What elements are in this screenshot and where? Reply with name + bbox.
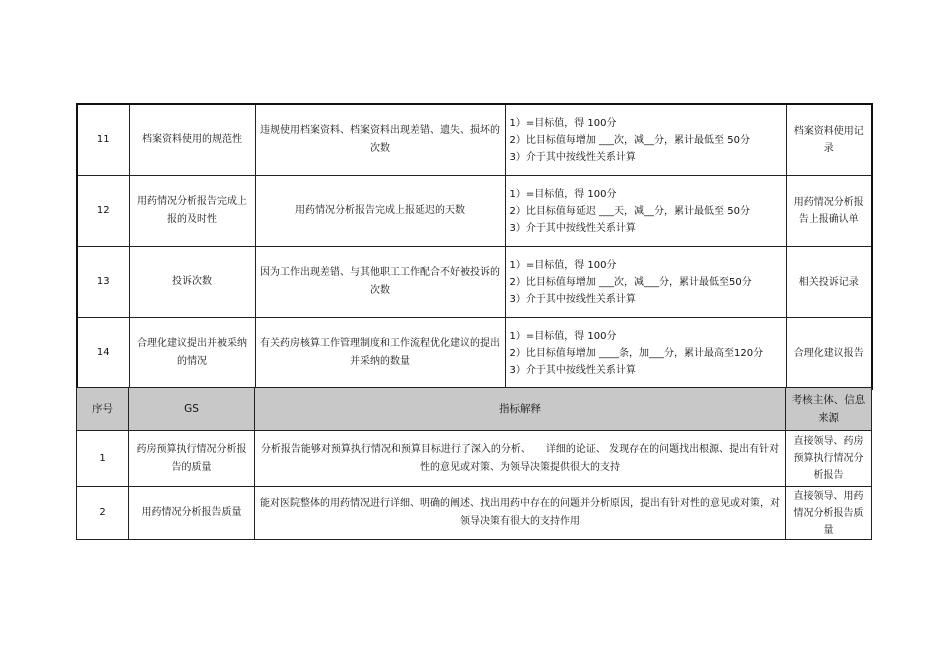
- row-name: 档案资料使用的规范性: [129, 104, 255, 176]
- table-row: [77, 104, 872, 176]
- row-desc: 违规使用档案资料、档案资料出现差错、遗失、损坏的次数: [255, 104, 505, 176]
- row-rules: [505, 176, 786, 247]
- row-num: 1: [77, 431, 129, 487]
- row-name: 用药情况分析报告完成上报的及时性: [129, 176, 255, 247]
- rule-line: 3）介于其中按线性关系计算: [509, 222, 636, 234]
- row-num: 13: [77, 247, 129, 318]
- row-desc: 能对医院整体的用药情况进行详细、明确的阐述、找出用药中存在的问题并分析原因，提出有针对性的意见或对策，对领导决策有很大的支持作用: [255, 487, 786, 540]
- table-row: [77, 176, 872, 247]
- rule-line: 1）=目标值，得 100分: [509, 117, 617, 129]
- row-name: 投诉次数: [129, 247, 255, 318]
- rule-line: 3）介于其中按线性关系计算: [509, 293, 636, 305]
- rule-line: 1）=目标值，得 100分: [509, 259, 617, 271]
- rule-line: 3）介于其中按线性关系计算: [509, 364, 636, 376]
- row-rules: [505, 104, 786, 176]
- rule-line: 2）比目标值每增加 ___次，减___分，累计最低至50分: [509, 276, 752, 288]
- kpi-table-lower: [76, 387, 872, 540]
- row-name: 合理化建议提出并被采纳的情况: [129, 318, 255, 390]
- row-num: 2: [77, 487, 129, 540]
- rule-line: 2）比目标值每增加 ___次，减__分，累计最低至 50分: [509, 134, 750, 146]
- row-source: 相关投诉记录: [786, 247, 872, 318]
- row-name: 药房预算执行情况分析报告的质量: [129, 431, 255, 487]
- row-source: 档案资料使用记录: [786, 104, 872, 176]
- row-source: 用药情况分析报告上报确认单: [786, 176, 872, 247]
- row-desc: 因为工作出现差错、与其他职工工作配合不好被投诉的次数: [255, 247, 505, 318]
- rule-line: 2）比目标值每延迟 ___天，减__分，累计最低至 50分: [509, 205, 750, 217]
- row-rules: [505, 318, 786, 390]
- row-name: 用药情况分析报告质量: [129, 487, 255, 540]
- table-row: [77, 247, 872, 318]
- rule-line: 2）比目标值每增加 ____条，加___分，累计最高至120分: [509, 347, 764, 359]
- header-explain: 指标解释: [255, 388, 786, 431]
- row-desc: 分析报告能够对预算执行情况和预算目标进行了深入的分析、 详细的论证、 发现存在的问题找出根源、提出有针对性的意见或对策、为领导决策提供很大的支持: [255, 431, 786, 487]
- table-row: [77, 487, 872, 540]
- table-header-row: [77, 388, 872, 431]
- header-source: 考核主体、信息来源: [786, 388, 872, 431]
- row-num: 12: [77, 176, 129, 247]
- row-desc: 用药情况分析报告完成上报延迟的天数: [255, 176, 505, 247]
- table-row: [77, 431, 872, 487]
- header-num: 序号: [77, 388, 129, 431]
- row-num: 11: [77, 104, 129, 176]
- rule-line: 1）=目标值，得 100分: [509, 330, 617, 342]
- rule-line: 3）介于其中按线性关系计算: [509, 151, 636, 163]
- row-num: 14: [77, 318, 129, 390]
- row-rules: [505, 247, 786, 318]
- row-source: 直接领导、药房预算执行情况分析报告: [786, 431, 872, 487]
- row-desc: 有关药房核算工作管理制度和工作流程优化建议的提出并采纳的数量: [255, 318, 505, 390]
- row-source: 直接领导、用药情况分析报告质量: [786, 487, 872, 540]
- kpi-table-upper: [76, 103, 873, 390]
- row-source: 合理化建议报告: [786, 318, 872, 390]
- header-gs: GS: [129, 388, 255, 431]
- rule-line: 1）=目标值，得 100分: [509, 188, 617, 200]
- table-row: [77, 318, 872, 390]
